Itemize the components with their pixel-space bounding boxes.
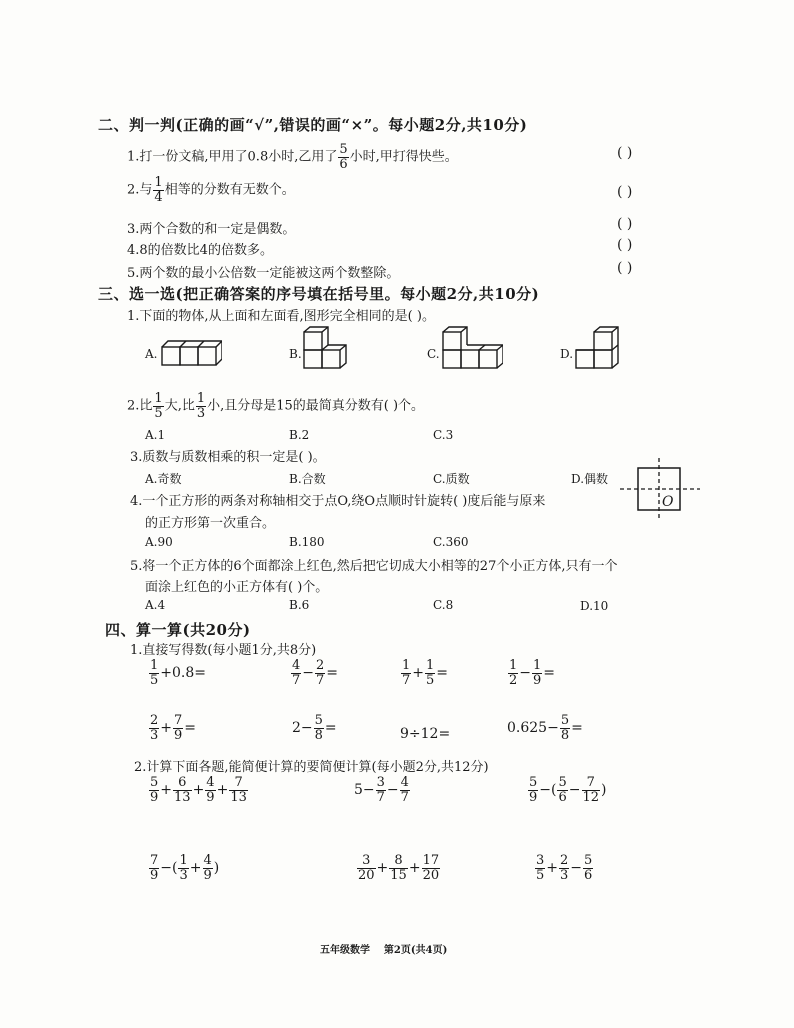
calc-9: $\frac{5}{9}$ + $\frac{6}{13}$ + $\frac{4}{9}$ + $\frac{7}{13}$: [150, 775, 247, 805]
calc-8: 0.625− $\frac{5}{8}$ =: [507, 713, 583, 743]
fraction: $\frac{5}{6}$: [339, 142, 348, 172]
calc-5: $\frac{2}{3}$ + $\frac{7}{9}$ =: [150, 713, 197, 743]
option-d[interactable]: D.: [560, 347, 574, 361]
s3-q4-line1: 4.一个正方形的两条对称轴相交于点O,绕O点顺时针旋转( )度后能与原来: [130, 494, 546, 509]
answer-paren[interactable]: ( ): [617, 260, 633, 276]
s3-q5-line1: 5.将一个正方体的6个面都涂上红色,然后把它切成大小相等的27个小正方体,只有一个: [130, 559, 618, 574]
s2-q4: 4.8的倍数比4的倍数多。: [127, 243, 273, 258]
s2-q3: 3.两个合数的和一定是偶数。: [127, 222, 296, 237]
calc-13: $\frac{3}{20}$ + $\frac{8}{15}$ + $\frac{17}{20}$: [358, 853, 440, 883]
s2-q1: 1.打一份文稿,甲用了0.8小时,乙用了 $\frac{5}{6}$ 小时,甲打得快些。: [127, 142, 458, 172]
s4-sub2: 2.计算下面各题,能简便计算的要简便计算(每小题2分,共12分): [134, 760, 489, 775]
calc-7: 9÷12=: [400, 726, 451, 742]
square-symmetry-figure-icon: [618, 458, 702, 522]
option-b[interactable]: B.合数: [289, 472, 326, 486]
option-a[interactable]: A.1: [145, 428, 166, 442]
s2-q5: 5.两个数的最小公倍数一定能被这两个数整除。: [127, 266, 400, 281]
answer-paren[interactable]: ( ): [617, 145, 633, 161]
option-c[interactable]: C.质数: [433, 472, 470, 486]
fraction: $\frac{1}{4}$: [154, 175, 163, 205]
option-c[interactable]: C.: [427, 347, 440, 361]
cube-figure-b-icon: [302, 326, 352, 370]
calc-1: $\frac{1}{5}$ +0.8=: [150, 658, 207, 688]
cube-figure-d-icon: [574, 326, 626, 370]
s3-q4-line2: 的正方形第一次重合。: [145, 516, 276, 531]
option-c[interactable]: C.8: [433, 598, 454, 612]
option-c[interactable]: C.360: [433, 535, 469, 549]
option-b[interactable]: B.180: [289, 535, 325, 549]
option-d[interactable]: D.偶数: [571, 472, 609, 486]
option-a[interactable]: A.: [145, 347, 158, 361]
option-b[interactable]: B.: [289, 347, 302, 361]
answer-paren[interactable]: ( ): [617, 237, 633, 253]
calc-3: $\frac{1}{7}$ + $\frac{1}{5}$ =: [402, 658, 449, 688]
s3-q3: 3.质数与质数相乘的积一定是( )。: [130, 450, 326, 465]
s3-q2: 2.比 $\frac{1}{5}$ 大,比 $\frac{1}{3}$ 小,且分母是15的最简真分数有( )个。: [127, 391, 425, 421]
option-a[interactable]: A.奇数: [145, 472, 182, 486]
calc-4: $\frac{1}{2}$ − $\frac{1}{9}$ =: [509, 658, 556, 688]
calc-14: $\frac{3}{5}$ + $\frac{2}{3}$ − $\frac{5}{6}$: [536, 853, 593, 883]
option-a[interactable]: A.4: [145, 598, 166, 612]
section-2-title: 二、判一判(正确的画“√”,错误的画“×”。每小题2分,共10分): [98, 116, 528, 134]
point-o-label: O: [662, 494, 674, 510]
answer-paren[interactable]: ( ): [617, 184, 633, 200]
page-footer: 五年级数学 第2页(共4页): [320, 945, 448, 956]
cube-figure-c-icon: [441, 326, 503, 370]
s3-q1: 1.下面的物体,从上面和左面看,图形完全相同的是( )。: [127, 309, 435, 324]
answer-paren[interactable]: ( ): [617, 216, 633, 232]
option-b[interactable]: B.2: [289, 428, 310, 442]
s3-q5-line2: 面涂上红色的小正方体有( )个。: [145, 580, 329, 595]
calc-12: $\frac{7}{9}$ −( $\frac{1}{3}$ + $\frac{4}{9}$ ): [150, 853, 220, 883]
option-d[interactable]: D.10: [580, 599, 609, 613]
calc-11: $\frac{5}{9}$ −( $\frac{5}{6}$ − $\frac{7}{12}$ ): [529, 775, 607, 805]
cube-figure-a-icon: [160, 337, 222, 367]
calc-2: $\frac{4}{7}$ − $\frac{2}{7}$ =: [292, 658, 339, 688]
calc-6: 2− $\frac{5}{8}$ =: [292, 713, 337, 743]
option-a[interactable]: A.90: [145, 535, 173, 549]
section-3-title: 三、选一选(把正确答案的序号填在括号里。每小题2分,共10分): [98, 285, 540, 303]
section-4-title: 四、算一算(共20分): [105, 621, 251, 639]
calc-10: 5− $\frac{3}{7}$ − $\frac{4}{7}$: [354, 775, 409, 805]
s4-sub1: 1.直接写得数(每小题1分,共8分): [130, 643, 317, 658]
option-b[interactable]: B.6: [289, 598, 310, 612]
option-c[interactable]: C.3: [433, 428, 454, 442]
s2-q2: 2.与 $\frac{1}{4}$ 相等的分数有无数个。: [127, 175, 295, 205]
